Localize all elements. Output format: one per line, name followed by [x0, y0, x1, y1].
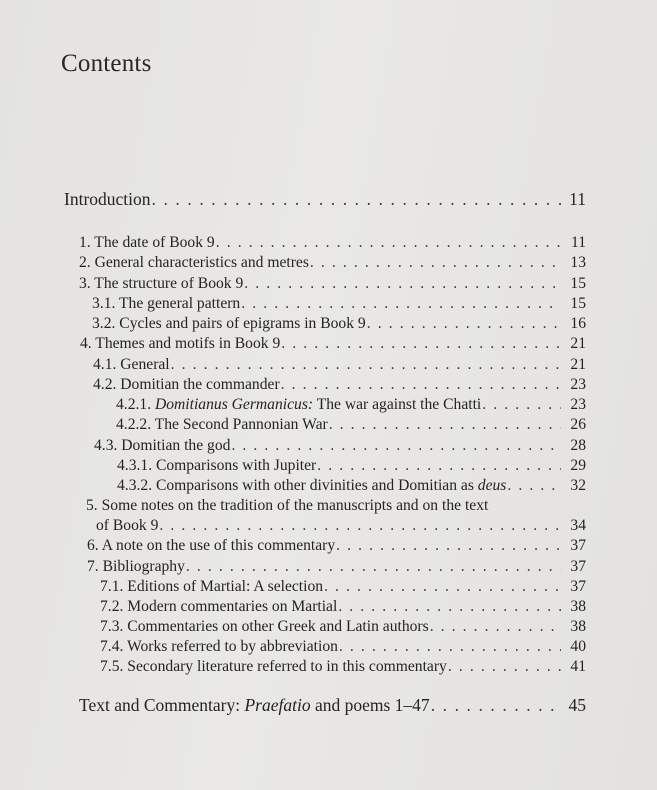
toc-page-number: 38 — [570, 618, 586, 635]
toc-entry-1[interactable] — [79, 233, 586, 253]
toc-entry-rest: and poems 1–47 — [310, 695, 430, 715]
toc-entry-italic: Domitianus Germanicus: — [154, 396, 314, 413]
toc-entry-7-2[interactable] — [100, 597, 586, 617]
toc-page-number: 23 — [570, 376, 586, 393]
toc-entry-text: 4.3.2. Comparisons with other divinities and Domitian as — [117, 477, 478, 494]
toc-entry-italic: Praefatio — [244, 695, 311, 715]
toc-entry-label: 4.2. Domitian the commander — [93, 376, 280, 393]
toc-entry-4-2-1[interactable] — [116, 395, 586, 415]
toc-page-number: 26 — [570, 416, 586, 433]
toc-page-number: 21 — [570, 356, 586, 373]
toc-entry-label: 3.1. The general pattern — [92, 295, 241, 312]
toc-entry-label — [117, 476, 506, 496]
toc-entry-text: Text and Commentary: — [79, 695, 245, 715]
toc-entry-3[interactable] — [79, 274, 586, 294]
toc-entry-6[interactable] — [87, 536, 586, 556]
toc-page-number: 41 — [570, 658, 586, 675]
dot-leader — [317, 456, 561, 476]
toc-entry-label: 3.2. Cycles and pairs of epigrams in Book 9 — [92, 315, 366, 332]
toc-page-number: 34 — [570, 517, 586, 534]
toc-entry-4-1[interactable] — [93, 355, 586, 375]
toc-entry-label: 6. A note on the use of this commentary — [87, 537, 336, 554]
dot-leader — [482, 395, 561, 415]
toc-entry-label: 4.2.2. The Second Pannonian War — [116, 416, 328, 433]
toc-entry-label: 7.4. Works referred to by abbreviation — [100, 638, 338, 655]
toc-page-number: 29 — [570, 457, 586, 474]
toc-entry-4-2-2[interactable] — [116, 415, 586, 435]
dot-leader — [244, 274, 561, 294]
dot-leader — [324, 577, 561, 597]
toc-entry-2[interactable] — [79, 253, 586, 273]
toc-entry-label: 7.1. Editions of Martial: A selection — [100, 578, 324, 595]
toc-entry-label-continued: of Book 9 — [96, 517, 159, 534]
toc-entry-number: 4.2.1. — [116, 396, 155, 413]
toc-entry-label: 7. Bibliography — [87, 558, 185, 575]
toc-entry-4-2[interactable] — [93, 375, 586, 395]
toc-page-number: 45 — [568, 695, 586, 715]
toc-entry-label: 4.3. Domitian the god — [94, 437, 231, 454]
toc-entry-7-4[interactable] — [100, 637, 586, 657]
toc-page-number: 23 — [570, 396, 586, 413]
toc-entry-7[interactable] — [87, 557, 586, 577]
toc-page-number: 16 — [570, 315, 586, 332]
dot-leader — [186, 557, 561, 577]
toc-entry-label: 5. Some notes on the tradition of the manuscripts and on the text — [86, 497, 489, 514]
dot-leader — [231, 436, 561, 456]
toc-entry-label: Introduction — [64, 189, 151, 209]
dot-leader — [336, 536, 561, 556]
toc-entry-label: 7.2. Modern commentaries on Martial — [100, 598, 338, 615]
toc-page-number: 37 — [570, 558, 586, 575]
toc-entry-7-5[interactable] — [100, 657, 586, 677]
toc-entry-7-1[interactable] — [100, 577, 586, 597]
toc-entry-4-3-1[interactable] — [117, 456, 586, 476]
toc-entry-5-line-1[interactable] — [86, 496, 488, 516]
dot-leader — [310, 253, 561, 273]
dot-leader — [431, 694, 561, 716]
toc-entry-text-and-commentary[interactable] — [79, 694, 586, 716]
toc-entry-3-2[interactable] — [92, 314, 586, 334]
toc-page-number: 28 — [570, 437, 586, 454]
toc-page-number: 15 — [570, 295, 586, 312]
dot-leader — [241, 294, 561, 314]
toc-entry-4[interactable] — [80, 334, 586, 354]
toc-entry-4-3[interactable] — [94, 436, 586, 456]
toc-entry-label: 3. The structure of Book 9 — [79, 275, 244, 292]
toc-entry-introduction[interactable] — [64, 188, 586, 210]
dot-leader — [216, 233, 561, 253]
toc-page-number: 38 — [570, 598, 586, 615]
page-title: Contents — [61, 50, 152, 77]
toc-entry-label — [79, 694, 430, 716]
toc-page-number: 11 — [570, 234, 586, 251]
toc-entry-label: 7.3. Commentaries on other Greek and Latin authors — [100, 618, 429, 635]
toc-page-number: 15 — [570, 275, 586, 292]
toc-entry-italic: deus — [477, 477, 507, 494]
toc-entry-label: 4.1. General — [93, 356, 170, 373]
toc-page-number: 32 — [570, 477, 586, 494]
dot-leader — [171, 355, 561, 375]
dot-leader — [507, 476, 561, 496]
dot-leader — [159, 516, 561, 536]
dot-leader — [339, 637, 561, 657]
toc-entry-label: 7.5. Secondary literature referred to in this commentary — [100, 658, 447, 675]
toc-page-number: 11 — [569, 189, 586, 209]
dot-leader — [338, 597, 561, 617]
dot-leader — [448, 657, 561, 677]
toc-entry-label: 2. General characteristics and metres — [79, 254, 309, 271]
toc-page-number: 40 — [570, 638, 586, 655]
toc-entry-label: 1. The date of Book 9 — [79, 234, 215, 251]
toc-entry-4-3-2[interactable] — [117, 476, 586, 496]
toc-page-number: 13 — [570, 254, 586, 271]
toc-entry-5-line-2[interactable] — [96, 516, 586, 536]
toc-page-number: 37 — [570, 537, 586, 554]
toc-entry-label: 4.3.1. Comparisons with Jupiter — [117, 457, 317, 474]
toc-page-number: 21 — [570, 335, 586, 352]
toc-entry-3-1[interactable] — [92, 294, 586, 314]
toc-entry-label — [116, 395, 481, 415]
dot-leader — [367, 314, 561, 334]
toc-entry-label: 4. Themes and motifs in Book 9 — [80, 335, 281, 352]
dot-leader — [430, 617, 561, 637]
toc-entry-rest: The war against the Chatti — [313, 396, 482, 413]
dot-leader — [281, 375, 561, 395]
toc-page-number: 37 — [570, 578, 586, 595]
dot-leader — [152, 188, 561, 210]
dot-leader — [281, 334, 561, 354]
dot-leader — [329, 415, 561, 435]
toc-entry-7-3[interactable] — [100, 617, 586, 637]
